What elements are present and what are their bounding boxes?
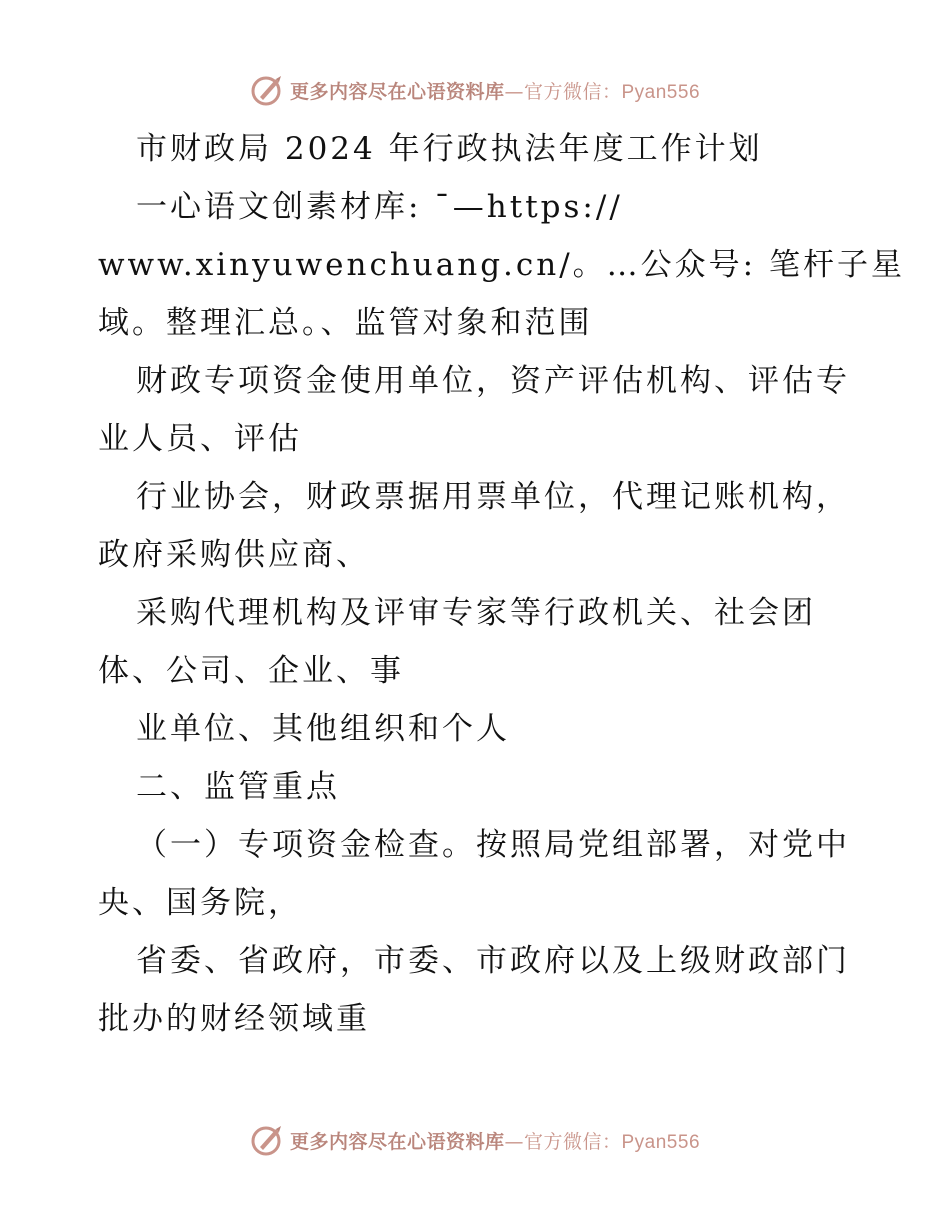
watermark-wechat-id: Pyan556 — [621, 1131, 701, 1153]
body-line: 业单位、其他组织和个人 — [136, 711, 510, 747]
watermark-brand: 更多内容尽在心语资料库 — [289, 80, 505, 103]
watermark-brand: 更多内容尽在心语资料库 — [289, 1130, 505, 1153]
body-line: 央、国务院， — [98, 885, 302, 921]
body-line: （一）专项资金检查。按照局党组部署，对党中 — [136, 827, 850, 863]
watermark-wechat-id: Pyan556 — [621, 81, 701, 103]
body-line: 业人员、评估 — [98, 421, 302, 457]
body-line: 域。整理汇总。、监管对象和范围 — [98, 305, 593, 341]
body-line: 财政专项资金使用单位，资产评估机构、评估专 — [136, 363, 850, 399]
document-title: 市财政局 2024 年行政执法年度工作计划 — [136, 131, 763, 167]
body-line: www.xinyuwenchuang.cn/。…公众号: 笔杆子星 — [98, 247, 905, 283]
watermark-text — [290, 1127, 700, 1154]
quill-seal-icon — [250, 1123, 284, 1157]
header-watermark — [0, 72, 950, 108]
watermark-text — [290, 77, 700, 104]
section-heading: 二、监管重点 — [136, 769, 340, 805]
body-line: 行业协会，财政票据用票单位，代理记账机构， — [136, 479, 850, 515]
document-body — [98, 120, 905, 1048]
body-line: 批办的财经领域重 — [98, 1001, 370, 1037]
watermark-separator: — — [504, 80, 524, 103]
watermark-wechat-label: 官方微信： — [523, 1130, 622, 1153]
body-line: 省委、省政府，市委、市政府以及上级财政部门 — [136, 943, 850, 979]
body-line: 政府采购供应商、 — [98, 537, 370, 573]
body-line: 一心语文创素材库: ¯—https:// — [136, 189, 623, 225]
watermark-separator: — — [504, 1130, 524, 1153]
body-line: 采购代理机构及评审专家等行政机关、社会团 — [136, 595, 816, 631]
watermark-wechat-label: 官方微信： — [523, 80, 622, 103]
footer-watermark — [0, 1122, 950, 1158]
body-line: 体、公司、企业、事 — [98, 653, 404, 689]
quill-seal-icon — [250, 73, 284, 107]
